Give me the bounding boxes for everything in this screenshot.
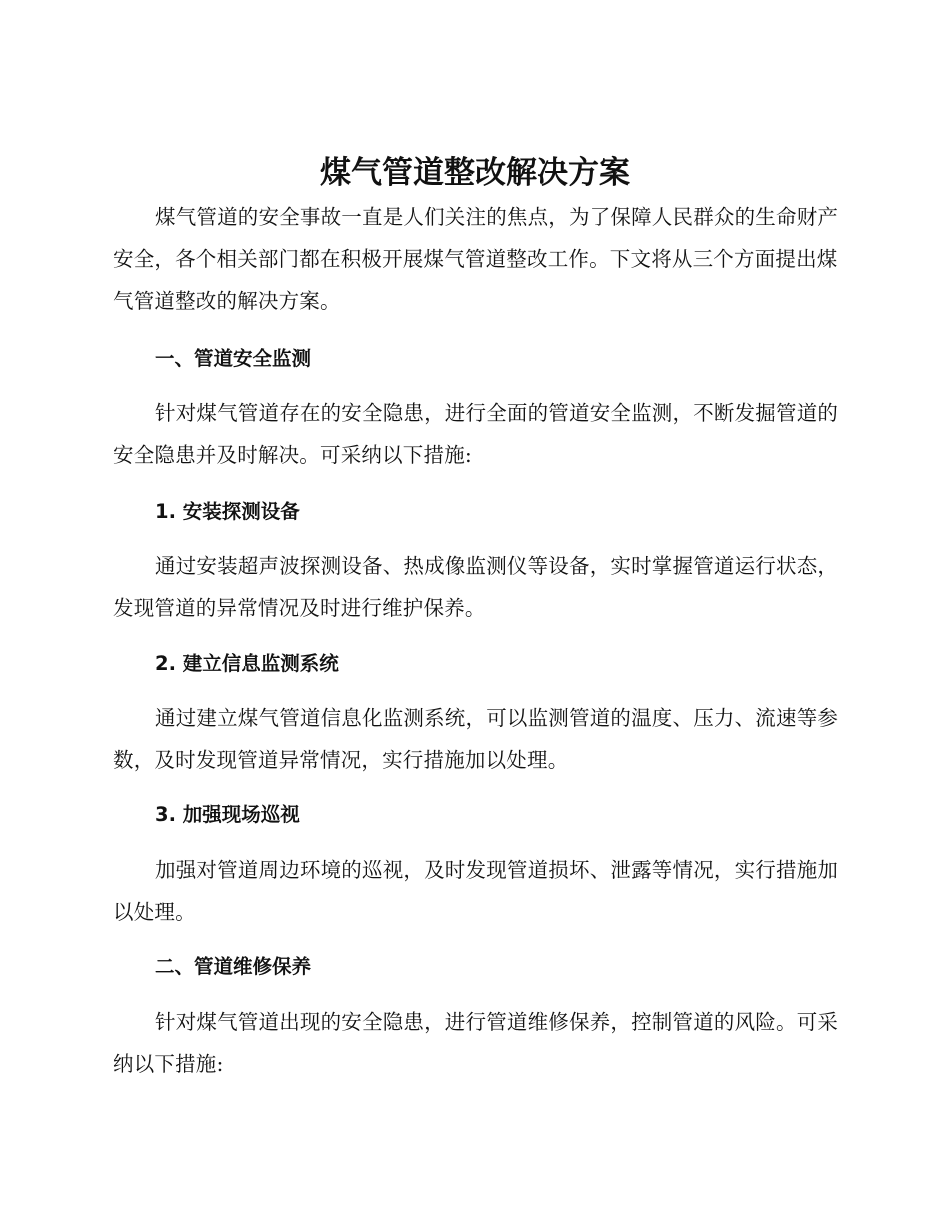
section2-heading: 二、管道维修保养 [155, 955, 312, 978]
item2-paragraph: 通过建立煤气管道信息化监测系统，可以监测管道的温度、压力、流速等参数，及时发现管道异常情况，实行措施加以处理。 [113, 706, 839, 772]
item2-heading: 2. 建立信息监测系统 [155, 652, 339, 675]
section2-paragraph: 针对煤气管道出现的安全隐患，进行管道维修保养，控制管道的风险。可采纳以下措施: [113, 1010, 839, 1076]
item1-heading: 1. 安装探测设备 [155, 500, 300, 523]
document-title: 煤气管道整改解决方案 [320, 155, 630, 191]
item3-heading: 3. 加强现场巡视 [155, 803, 300, 826]
item1-paragraph: 通过安装超声波探测设备、热成像监测仪等设备，实时掌握管道运行状态，发现管道的异常情况及时进行维护保养。 [113, 554, 839, 620]
intro-paragraph: 煤气管道的安全事故一直是人们关注的焦点，为了保障人民群众的生命财产安全，各个相关部门都在积极开展煤气管道整改工作。下文将从三个方面提出煤气管道整改的解决方案。 [113, 205, 839, 313]
section1-paragraph: 针对煤气管道存在的安全隐患，进行全面的管道安全监测，不断发掘管道的安全隐患并及时解决。可采纳以下措施: [113, 401, 839, 467]
item3-paragraph: 加强对管道周边环境的巡视，及时发现管道损坏、泄露等情况，实行措施加以处理。 [113, 858, 839, 924]
section1-heading: 一、管道安全监测 [155, 347, 312, 370]
